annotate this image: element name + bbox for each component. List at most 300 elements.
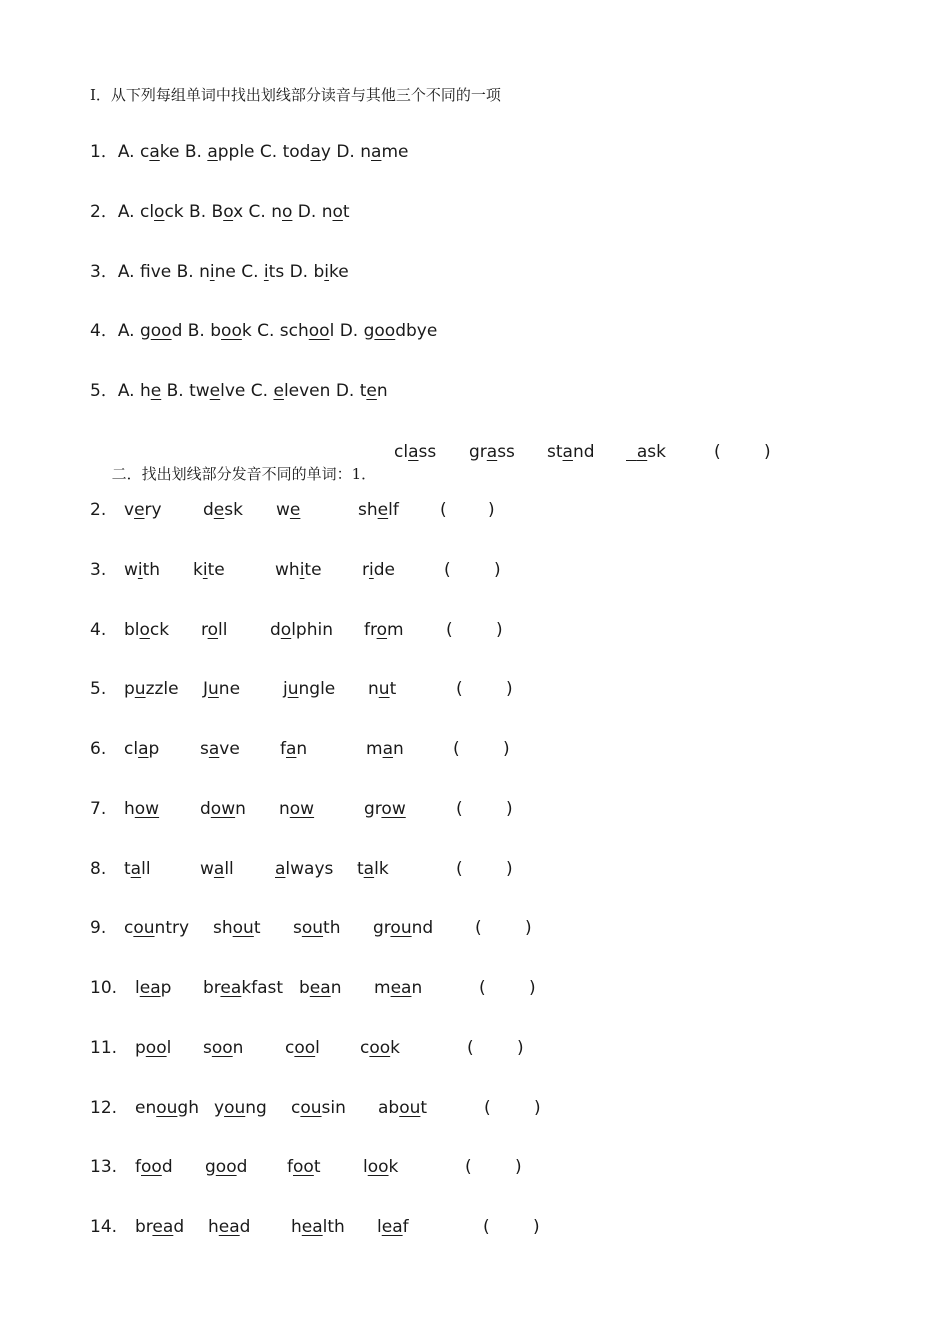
word-option xyxy=(299,977,341,999)
answer-paren-open: ( xyxy=(467,1037,474,1058)
underlined-letters: ea xyxy=(390,978,412,998)
underlined-letters: a xyxy=(286,739,297,759)
word-fragment: fr xyxy=(364,619,377,640)
answer-paren-close: ) xyxy=(488,500,495,520)
word-fragment: nd xyxy=(411,918,434,939)
word-option xyxy=(203,977,283,999)
underlined-letters: o xyxy=(282,201,293,222)
answer-paren-open: ( xyxy=(484,1097,491,1118)
underlined-letters: oo xyxy=(215,1157,237,1178)
word-fragment: c xyxy=(124,918,134,939)
underlined-letters: ou xyxy=(399,1097,421,1118)
word-fragment: de xyxy=(373,559,395,580)
word-option xyxy=(291,1216,345,1238)
word-option xyxy=(124,499,162,521)
word-fragment: n xyxy=(279,798,290,819)
word-fragment: lth xyxy=(322,1217,345,1237)
underlined-letters: e xyxy=(366,381,377,401)
option-text: me xyxy=(381,142,409,162)
word-fragment: ne xyxy=(218,679,241,700)
word-fragment: d xyxy=(270,619,281,640)
word-fragment: te xyxy=(207,559,225,580)
underlined-letters: o xyxy=(207,619,219,640)
underlined-letters: a xyxy=(363,858,375,879)
underlined-letters: u xyxy=(134,679,146,700)
word-fragment: h xyxy=(124,798,135,819)
answer-paren-close: ) xyxy=(525,918,532,939)
word-option xyxy=(275,559,322,581)
word-fragment: s xyxy=(203,1037,212,1058)
word-option xyxy=(285,1037,320,1059)
word-fragment: m xyxy=(387,619,404,640)
answer-paren-open: ( xyxy=(444,559,451,580)
word-fragment: w xyxy=(200,858,214,879)
question-number: 11. xyxy=(90,1037,118,1058)
question-number: 1． xyxy=(90,142,118,162)
question-number: 9. xyxy=(90,918,107,939)
word-fragment: d xyxy=(236,1157,248,1178)
word-fragment: y xyxy=(214,1097,225,1118)
underlined-letters: a xyxy=(275,858,286,879)
answer-paren-open: ( xyxy=(453,739,460,759)
word-fragment: ss xyxy=(497,442,515,462)
question-number: 14. xyxy=(90,1217,118,1237)
underlined-letters: a xyxy=(138,739,149,759)
underlined-letters: i xyxy=(369,559,374,580)
underlined-letters: oo xyxy=(141,1157,162,1178)
word-option xyxy=(200,738,240,760)
option-text: A. c xyxy=(117,142,150,162)
question-number: 5. xyxy=(90,679,107,700)
option-text: d B. b xyxy=(171,321,222,342)
word-fragment: ve xyxy=(219,739,240,759)
word-option xyxy=(276,499,300,521)
word-option xyxy=(364,619,404,641)
underlined-letters: oo xyxy=(211,1037,233,1058)
option-text: A. f xyxy=(117,261,151,282)
word-fragment: k xyxy=(388,1157,399,1178)
word-fragment: ng xyxy=(245,1097,267,1118)
answer-paren-close: ) xyxy=(496,619,503,640)
word-fragment: sin xyxy=(321,1097,346,1118)
question-number: 12. xyxy=(90,1097,118,1118)
underlined-letters: o xyxy=(139,619,150,640)
option-text: x C. n xyxy=(233,201,282,222)
word-fragment: sh xyxy=(213,918,233,939)
word-fragment: t xyxy=(420,1097,428,1118)
question-number: 5． xyxy=(90,381,118,401)
word-fragment: w xyxy=(276,500,290,520)
word-fragment: c xyxy=(291,1097,301,1118)
question-number: 7. xyxy=(90,798,107,819)
word-fragment: p xyxy=(124,679,135,700)
word-fragment: ll xyxy=(141,858,151,879)
word-fragment: ntry xyxy=(154,918,190,939)
word-option xyxy=(203,1037,243,1059)
question-row xyxy=(90,141,408,163)
option-text: l D. g xyxy=(329,321,375,342)
word-fragment: c xyxy=(285,1037,295,1058)
word-option xyxy=(374,977,422,999)
option-text: dbye xyxy=(395,321,438,342)
section-2-first-row xyxy=(90,441,376,507)
word-option xyxy=(124,678,179,700)
word-option xyxy=(283,678,335,700)
underlined-letters: e xyxy=(213,500,225,520)
word-option xyxy=(291,1097,346,1119)
word-option xyxy=(135,1037,171,1059)
underlined-letters: ow xyxy=(210,798,236,819)
word-fragment: cl xyxy=(394,442,409,462)
underlined-letters: i xyxy=(324,261,330,282)
word-option xyxy=(203,678,240,700)
word-fragment: sh xyxy=(358,500,378,520)
word-fragment: en xyxy=(135,1097,157,1118)
option-text: t xyxy=(342,201,350,222)
answer-paren-close: ) xyxy=(506,858,513,879)
underlined-letters: ou xyxy=(156,1097,178,1118)
word-fragment: gr xyxy=(364,798,382,819)
question-number: 10. xyxy=(90,978,118,998)
word-fragment: sk xyxy=(224,500,243,520)
word-option xyxy=(135,1156,173,1178)
word-fragment: st xyxy=(547,442,563,462)
answer-paren-open: ( xyxy=(456,798,463,819)
answer-paren-open: ( xyxy=(483,1217,490,1237)
underlined-letters: o xyxy=(332,201,343,222)
underlined-letters: a xyxy=(130,858,142,879)
answer-paren-close: ) xyxy=(533,1217,540,1237)
word-option xyxy=(124,619,169,641)
answer-paren-open: ( xyxy=(475,918,482,939)
word-fragment: t xyxy=(124,858,131,879)
underlined-letters: e xyxy=(273,381,284,401)
word-option xyxy=(364,798,406,820)
word-fragment: l xyxy=(315,1037,320,1058)
word-fragment: l xyxy=(135,978,140,998)
option-text: ke xyxy=(329,261,349,282)
word-fragment: f xyxy=(135,1157,141,1178)
word-fragment: h xyxy=(291,1217,302,1237)
question-number: 4． xyxy=(90,321,118,342)
word-option xyxy=(124,738,159,760)
word-option xyxy=(394,441,436,463)
word-fragment: lf xyxy=(388,500,399,520)
option-text: B. tw xyxy=(161,381,210,401)
word-option xyxy=(287,1156,320,1178)
underlined-letters: ou xyxy=(232,918,254,939)
answer-paren-close: ) xyxy=(506,798,513,819)
underlined-letters: ou xyxy=(301,918,324,939)
word-fragment: d xyxy=(173,1217,185,1237)
question-number: 2. xyxy=(90,500,107,520)
word-fragment: ck xyxy=(149,619,170,640)
word-fragment: c xyxy=(360,1037,370,1058)
word-fragment: bl xyxy=(124,619,140,640)
underlined-letters: ou xyxy=(224,1097,246,1118)
option-text: pple C. tod xyxy=(217,142,311,162)
word-fragment: f xyxy=(287,1157,293,1178)
underlined-letters: oo xyxy=(145,1037,167,1058)
word-option xyxy=(270,619,333,641)
word-option xyxy=(203,499,243,521)
word-fragment: t xyxy=(253,918,261,939)
underlined-letters: a xyxy=(208,739,220,759)
section-1-title: Ⅰ．从下列每组单词中找出划线部分读音与其他三个不同的一项 xyxy=(90,86,501,104)
word-option xyxy=(357,858,389,880)
answer-paren-close: ) xyxy=(529,978,536,998)
underlined-letters: e xyxy=(209,381,221,401)
underlined-letters: a xyxy=(382,739,393,759)
word-option xyxy=(362,559,395,581)
word-fragment: t xyxy=(389,679,397,700)
word-option xyxy=(368,678,396,700)
answer-paren-open: ( xyxy=(446,619,453,640)
underlined-letters: oo xyxy=(293,1157,314,1178)
underlined-letters: a xyxy=(486,442,498,462)
word-fragment: p xyxy=(148,739,160,759)
option-text: lve C. xyxy=(220,381,274,401)
underlined-letters: ea xyxy=(152,1217,174,1237)
underlined-letters: a xyxy=(636,442,648,462)
underlined-letters: oo xyxy=(367,1157,389,1178)
underlined-letters: e xyxy=(150,381,162,401)
word-fragment: n xyxy=(392,739,404,759)
word-option xyxy=(124,798,159,820)
underlined-letters: i xyxy=(263,261,269,282)
word-fragment: d xyxy=(203,500,214,520)
word-fragment: n xyxy=(330,978,342,998)
word-fragment: n xyxy=(235,798,246,819)
question-number: 3. xyxy=(90,559,107,580)
word-fragment: h xyxy=(208,1217,219,1237)
word-fragment: r xyxy=(362,559,369,580)
word-fragment: lways xyxy=(285,858,334,879)
word-option xyxy=(626,441,666,463)
answer-paren-close: ) xyxy=(494,559,501,580)
underlined-letters: ow xyxy=(134,798,160,819)
underlined-letters: ea xyxy=(309,978,331,998)
word-fragment: ab xyxy=(378,1097,400,1118)
word-fragment: th xyxy=(323,918,341,939)
word-fragment: p xyxy=(135,1037,146,1058)
word-option xyxy=(279,798,314,820)
word-fragment: zzle xyxy=(145,679,179,700)
word-fragment: J xyxy=(203,679,209,700)
word-fragment: t xyxy=(313,1157,321,1178)
word-fragment: p xyxy=(160,978,172,998)
underlined-letters: a xyxy=(408,442,419,462)
underlined-letters: u xyxy=(208,679,219,700)
answer-paren-close: ) xyxy=(764,442,771,462)
word-option xyxy=(280,738,307,760)
option-text: ck B. B xyxy=(164,201,224,222)
word-option xyxy=(200,798,246,820)
underlined-letters: ou xyxy=(300,1097,322,1118)
word-fragment: d xyxy=(161,1157,173,1178)
word-fragment: kfast xyxy=(241,978,284,998)
underlined-letters: a xyxy=(310,142,321,162)
answer-paren-open: ( xyxy=(440,500,447,520)
word-fragment: br xyxy=(135,1217,153,1237)
word-fragment: l xyxy=(166,1037,172,1058)
option-text: y D. n xyxy=(320,142,372,162)
word-option xyxy=(377,1216,409,1238)
word-fragment: w xyxy=(124,559,138,580)
word-option xyxy=(135,1216,184,1238)
underlined-letters: i xyxy=(299,559,305,580)
underlined-letters: ea xyxy=(220,978,242,998)
word-fragment: gr xyxy=(373,918,391,939)
option-text: A. g xyxy=(117,321,151,342)
word-option xyxy=(193,559,225,581)
word-fragment: r xyxy=(201,619,208,640)
option-text: n xyxy=(376,381,388,401)
underlined-letters: e xyxy=(134,500,145,520)
word-fragment: gr xyxy=(469,442,487,462)
word-option xyxy=(124,917,189,939)
word-option xyxy=(547,441,595,463)
option-text: k C. sch xyxy=(241,321,309,342)
underlined-letters xyxy=(626,442,637,462)
word-fragment: nd xyxy=(572,442,595,462)
underlined-letters: a xyxy=(207,142,218,162)
option-text: ts D. b xyxy=(268,261,325,282)
word-fragment: g xyxy=(205,1157,216,1178)
underlined-letters: ea xyxy=(301,1217,323,1237)
word-option xyxy=(214,1097,267,1119)
word-option xyxy=(205,1156,247,1178)
word-option xyxy=(469,441,515,463)
option-text: A. h xyxy=(117,381,151,401)
question-number: 4. xyxy=(90,619,107,640)
answer-paren-open: ( xyxy=(479,978,486,998)
word-option xyxy=(358,499,399,521)
section-2-title: 二．找出划线部分发音不同的单词：1． xyxy=(111,465,377,483)
word-fragment: n xyxy=(232,1037,244,1058)
underlined-letters: i xyxy=(202,559,208,580)
underlined-letters: u xyxy=(287,679,299,700)
word-fragment: m xyxy=(366,739,383,759)
underlined-letters: ou xyxy=(133,918,155,939)
underlined-letters: i xyxy=(137,559,143,580)
word-option xyxy=(124,559,160,581)
word-fragment: n xyxy=(368,679,379,700)
word-fragment: gh xyxy=(177,1097,199,1118)
answer-paren-close: ) xyxy=(515,1157,522,1178)
underlined-letters: i xyxy=(209,261,215,282)
answer-paren-close: ) xyxy=(506,679,513,700)
word-option xyxy=(135,977,171,999)
word-fragment: ll xyxy=(218,619,228,640)
underlined-letters: ow xyxy=(381,798,406,819)
word-fragment: l xyxy=(363,1157,368,1178)
answer-paren-close: ) xyxy=(517,1037,524,1058)
word-fragment: t xyxy=(357,858,364,879)
word-fragment: ss xyxy=(418,442,437,462)
word-option xyxy=(373,917,433,939)
underlined-letters: e xyxy=(377,500,389,520)
word-option xyxy=(213,917,261,939)
question-row xyxy=(90,261,349,283)
word-option xyxy=(201,619,227,641)
option-text: D. n xyxy=(292,201,333,222)
word-option xyxy=(200,858,234,880)
question-number: 13. xyxy=(90,1157,118,1178)
word-fragment: f xyxy=(280,739,286,759)
word-fragment: k xyxy=(390,1037,401,1058)
option-text: ne C. xyxy=(214,261,264,282)
option-text: ve B. n xyxy=(150,261,210,282)
word-fragment: m xyxy=(374,978,391,998)
underlined-letters: ow xyxy=(289,798,315,819)
word-option xyxy=(135,1097,199,1119)
question-number: 8. xyxy=(90,858,107,879)
underlined-letters: o xyxy=(223,201,234,222)
question-row xyxy=(90,201,350,223)
word-fragment: ll xyxy=(224,858,234,879)
underlined-letters: o xyxy=(154,201,165,222)
word-fragment: n xyxy=(411,978,423,998)
word-fragment: cl xyxy=(124,739,139,759)
word-fragment: v xyxy=(124,500,135,520)
word-fragment: s xyxy=(200,739,209,759)
underlined-letters: a xyxy=(149,142,160,162)
underlined-letters: oo xyxy=(308,321,330,342)
word-fragment: lk xyxy=(374,858,389,879)
word-option xyxy=(293,917,341,939)
question-number: 6. xyxy=(90,739,107,759)
word-option xyxy=(124,858,151,880)
word-fragment: k xyxy=(193,559,203,580)
word-fragment: ngle xyxy=(298,679,336,700)
underlined-letters: o xyxy=(376,619,388,640)
answer-paren-close: ) xyxy=(534,1097,541,1118)
word-fragment: s xyxy=(293,918,302,939)
option-text: ke B. xyxy=(159,142,208,162)
word-fragment: d xyxy=(239,1217,251,1237)
word-option xyxy=(208,1216,250,1238)
word-fragment: d xyxy=(200,798,211,819)
question-number: 2． xyxy=(90,201,118,222)
underlined-letters: oo xyxy=(374,321,396,342)
underlined-letters: oo xyxy=(369,1037,391,1058)
word-fragment: b xyxy=(299,978,310,998)
word-fragment: lphin xyxy=(291,619,333,640)
option-text: leven D. t xyxy=(283,381,367,401)
underlined-letters: a xyxy=(371,142,382,162)
underlined-letters: ea xyxy=(381,1217,403,1237)
underlined-letters: a xyxy=(562,442,573,462)
word-option xyxy=(366,738,404,760)
answer-paren-open: ( xyxy=(456,679,463,700)
option-text: A. cl xyxy=(117,201,155,222)
word-fragment: wh xyxy=(275,559,300,580)
word-fragment: l xyxy=(377,1217,382,1237)
answer-paren-open: ( xyxy=(714,442,721,462)
answer-paren-close: ) xyxy=(503,739,510,759)
underlined-letters: oo xyxy=(150,321,172,342)
word-option xyxy=(378,1097,427,1119)
word-fragment: te xyxy=(304,559,322,580)
underlined-letters: u xyxy=(378,679,390,700)
question-row xyxy=(90,320,437,342)
word-fragment: n xyxy=(296,739,308,759)
word-fragment: ry xyxy=(144,500,162,520)
underlined-letters: oo xyxy=(221,321,242,342)
word-fragment: br xyxy=(203,978,221,998)
word-fragment: th xyxy=(142,559,161,580)
